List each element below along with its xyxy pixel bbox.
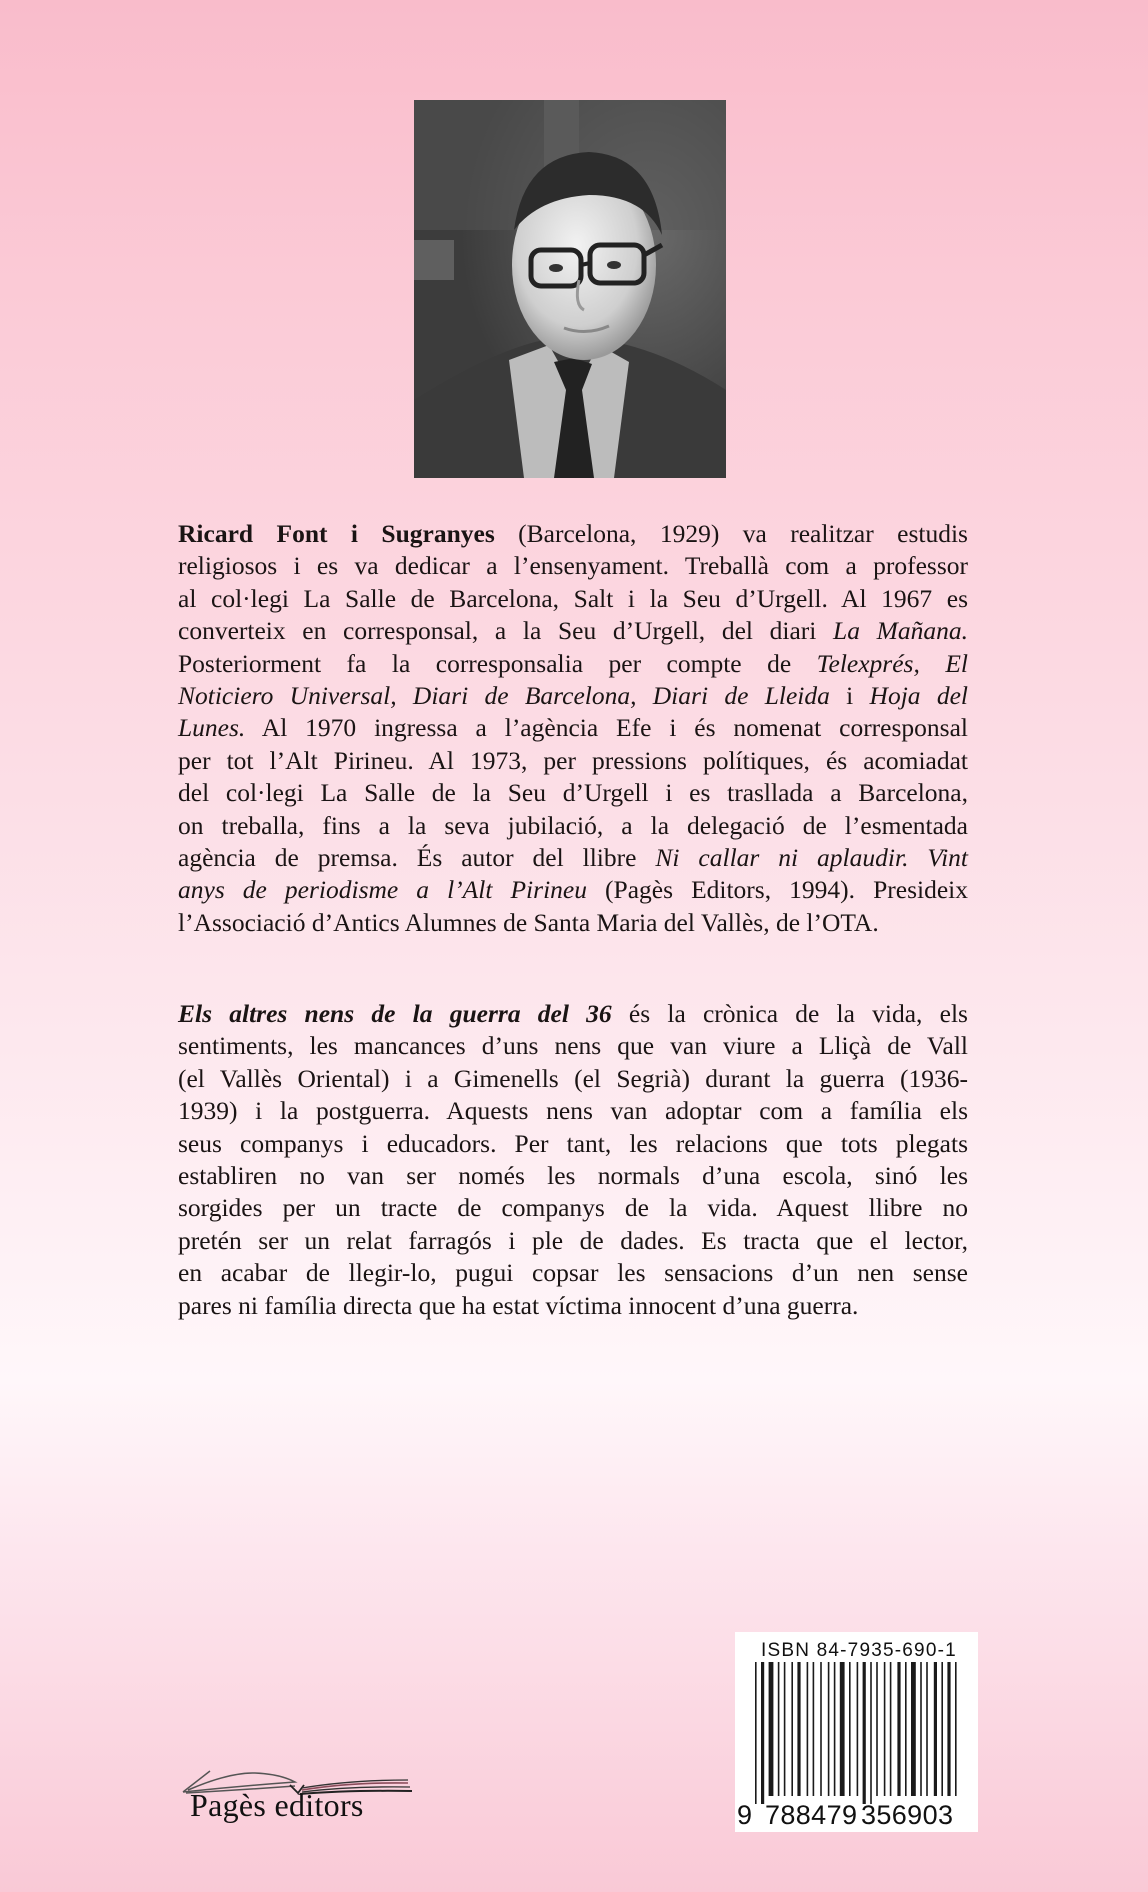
bio-line xyxy=(178,648,968,680)
bio-text-run: Ni callar ni aplaudir. Vint xyxy=(655,843,968,873)
barcode-bar xyxy=(941,1662,943,1796)
bio-text-run: Posteriorment fa la corresponsalia per compte de xyxy=(178,648,817,678)
summary-text-run: 1939) i la postguerra. Aquests nens van adoptar com a família els xyxy=(178,1096,968,1126)
barcode-bar xyxy=(828,1662,830,1796)
bio-text-run: per tot l’Alt Pirineu. Al 1973, per pressions polítiques, és acomiadat xyxy=(178,745,968,775)
summary-text-run: seus companys i educadors. Per tant, les relacions que tots plegats xyxy=(178,1128,968,1158)
barcode-bar xyxy=(911,1662,916,1796)
ean-right-group: 356903 xyxy=(861,1800,953,1830)
barcode-bar xyxy=(840,1662,845,1796)
bio-text-run: Lunes. xyxy=(178,713,246,743)
barcode-bar xyxy=(890,1662,892,1796)
bio-text-run: La Mañana. xyxy=(833,616,968,646)
bio-text-run: l’Associació d’Antics Alumnes de Santa Maria del Vallès, de l’OTA. xyxy=(178,907,879,937)
summary-line xyxy=(178,1160,968,1192)
summary-text-run: sorgides per un tracte de companys de la vida. Aquest llibre no xyxy=(178,1193,968,1223)
summary-text-run: establiren no van ser només les normals d’una escola, sinó les xyxy=(178,1161,968,1191)
isbn-barcode xyxy=(735,1632,978,1832)
summary-line xyxy=(178,998,968,1030)
barcode-bar xyxy=(905,1662,907,1796)
barcode-bar xyxy=(797,1662,800,1796)
barcode-bar xyxy=(884,1662,886,1796)
bio-text-run: (Barcelona, 1929) va realitzar estudis xyxy=(494,519,968,548)
bio-text-run: anys de periodisme a l’Alt Pirineu xyxy=(178,875,587,905)
bio-line xyxy=(178,550,968,582)
barcode-bar xyxy=(934,1662,937,1796)
summary-text-run: pares ni família directa que ha estat víctima innocent d’una guerra. xyxy=(178,1290,859,1320)
summary-line xyxy=(178,1030,968,1062)
bio-text-run: Noticiero Universal, Diari de Barcelona, Diari de Lleida xyxy=(178,681,830,711)
bio-line xyxy=(178,810,968,842)
bio-text-run: i xyxy=(829,681,870,711)
summary-line xyxy=(178,1095,968,1127)
barcode-bar xyxy=(761,1662,764,1804)
bio-text-run: (Pagès Editors, 1994). Presideix xyxy=(586,875,968,905)
author-biography xyxy=(178,518,968,939)
summary-line xyxy=(178,1225,968,1257)
barcode-bar xyxy=(863,1662,866,1804)
summary-text-run: sentiments, les mancances d’uns nens que van viure a Lliçà de Vall xyxy=(178,1031,968,1061)
summary-line xyxy=(178,1063,968,1095)
bio-line xyxy=(178,745,968,777)
barcode-bars xyxy=(735,1632,978,1832)
summary-line xyxy=(178,1192,968,1224)
bio-text-run: religiosos i es va dedicar a l’ensenyament. Treballà com a professor xyxy=(178,551,968,581)
barcode-bar xyxy=(870,1662,872,1804)
bio-line xyxy=(178,842,968,874)
barcode-bar xyxy=(947,1662,950,1796)
summary-text-run: és la crònica de la vida, els xyxy=(611,999,968,1028)
barcode-bar xyxy=(876,1662,878,1796)
bio-line xyxy=(178,615,968,647)
barcode-bar xyxy=(857,1662,859,1796)
ean-left-group: 788479 xyxy=(765,1800,857,1830)
barcode-bar xyxy=(769,1662,774,1796)
barcode-bar xyxy=(849,1662,851,1796)
bio-line xyxy=(178,583,968,615)
author-photo xyxy=(414,100,726,478)
barcode-bar xyxy=(897,1662,900,1796)
barcode-bar xyxy=(755,1662,757,1804)
ean-prefix-digit: 9 xyxy=(737,1800,753,1830)
barcode-bar xyxy=(920,1662,922,1796)
bio-text-run: agència de premsa. És autor del llibre xyxy=(178,843,656,873)
barcode-bar xyxy=(820,1662,822,1796)
barcode-bar xyxy=(955,1662,957,1796)
barcode-bar xyxy=(784,1662,786,1796)
isbn-label: ISBN 84-7935-690-1 xyxy=(761,1640,957,1661)
summary-text-run: Els altres nens de la guerra del 36 xyxy=(178,999,612,1028)
barcode-bar xyxy=(813,1662,815,1796)
bio-line xyxy=(178,712,968,744)
bio-line xyxy=(178,777,968,809)
bio-line xyxy=(178,907,968,939)
summary-text-run: pretén ser un relat farragós i ple de dades. Es tracta que el lector, xyxy=(178,1225,968,1255)
summary-text-run: en acabar de llegir-lo, pugui copsar les sensacions d’un nen sense xyxy=(178,1258,968,1288)
bio-text-run: converteix en corresponsal, a la Seu d’Urgell, del diari xyxy=(178,616,834,646)
publisher-name: Pagès editors xyxy=(190,1787,364,1823)
barcode-bar-group xyxy=(755,1662,957,1804)
bio-line xyxy=(178,518,968,550)
bio-text-run: Al 1970 ingressa a l’agència Efe i és nomenat corresponsal xyxy=(245,713,968,743)
bio-text-run: Ricard Font i Sugranyes xyxy=(178,519,495,548)
summary-line xyxy=(178,1128,968,1160)
bio-text-run: al col·legi La Salle de Barcelona, Salt i la Seu d’Urgell. Al 1967 es xyxy=(178,583,968,613)
book-summary xyxy=(178,998,968,1322)
bio-line xyxy=(178,874,968,906)
barcode-bar xyxy=(834,1662,836,1796)
bio-text-run: Telexprés, El xyxy=(816,648,968,678)
summary-text-run: (el Vallès Oriental) i a Gimenells (el Segrià) durant la guerra (1936- xyxy=(178,1063,968,1093)
bio-line xyxy=(178,680,968,712)
author-portrait-image xyxy=(414,100,726,478)
barcode-bar xyxy=(778,1662,780,1796)
bio-text-run: del col·legi La Salle de la Seu d’Urgell i es trasllada a Barcelona, xyxy=(178,778,968,808)
bio-text-run: on treballa, fins a la seva jubilació, a la delegació de l’esmentada xyxy=(178,810,968,840)
bio-text-run: Hoja del xyxy=(869,681,968,711)
summary-line xyxy=(178,1257,968,1289)
summary-line xyxy=(178,1290,968,1322)
barcode-bar xyxy=(926,1662,928,1796)
barcode-bar xyxy=(807,1662,809,1796)
barcode-bar xyxy=(791,1662,793,1796)
